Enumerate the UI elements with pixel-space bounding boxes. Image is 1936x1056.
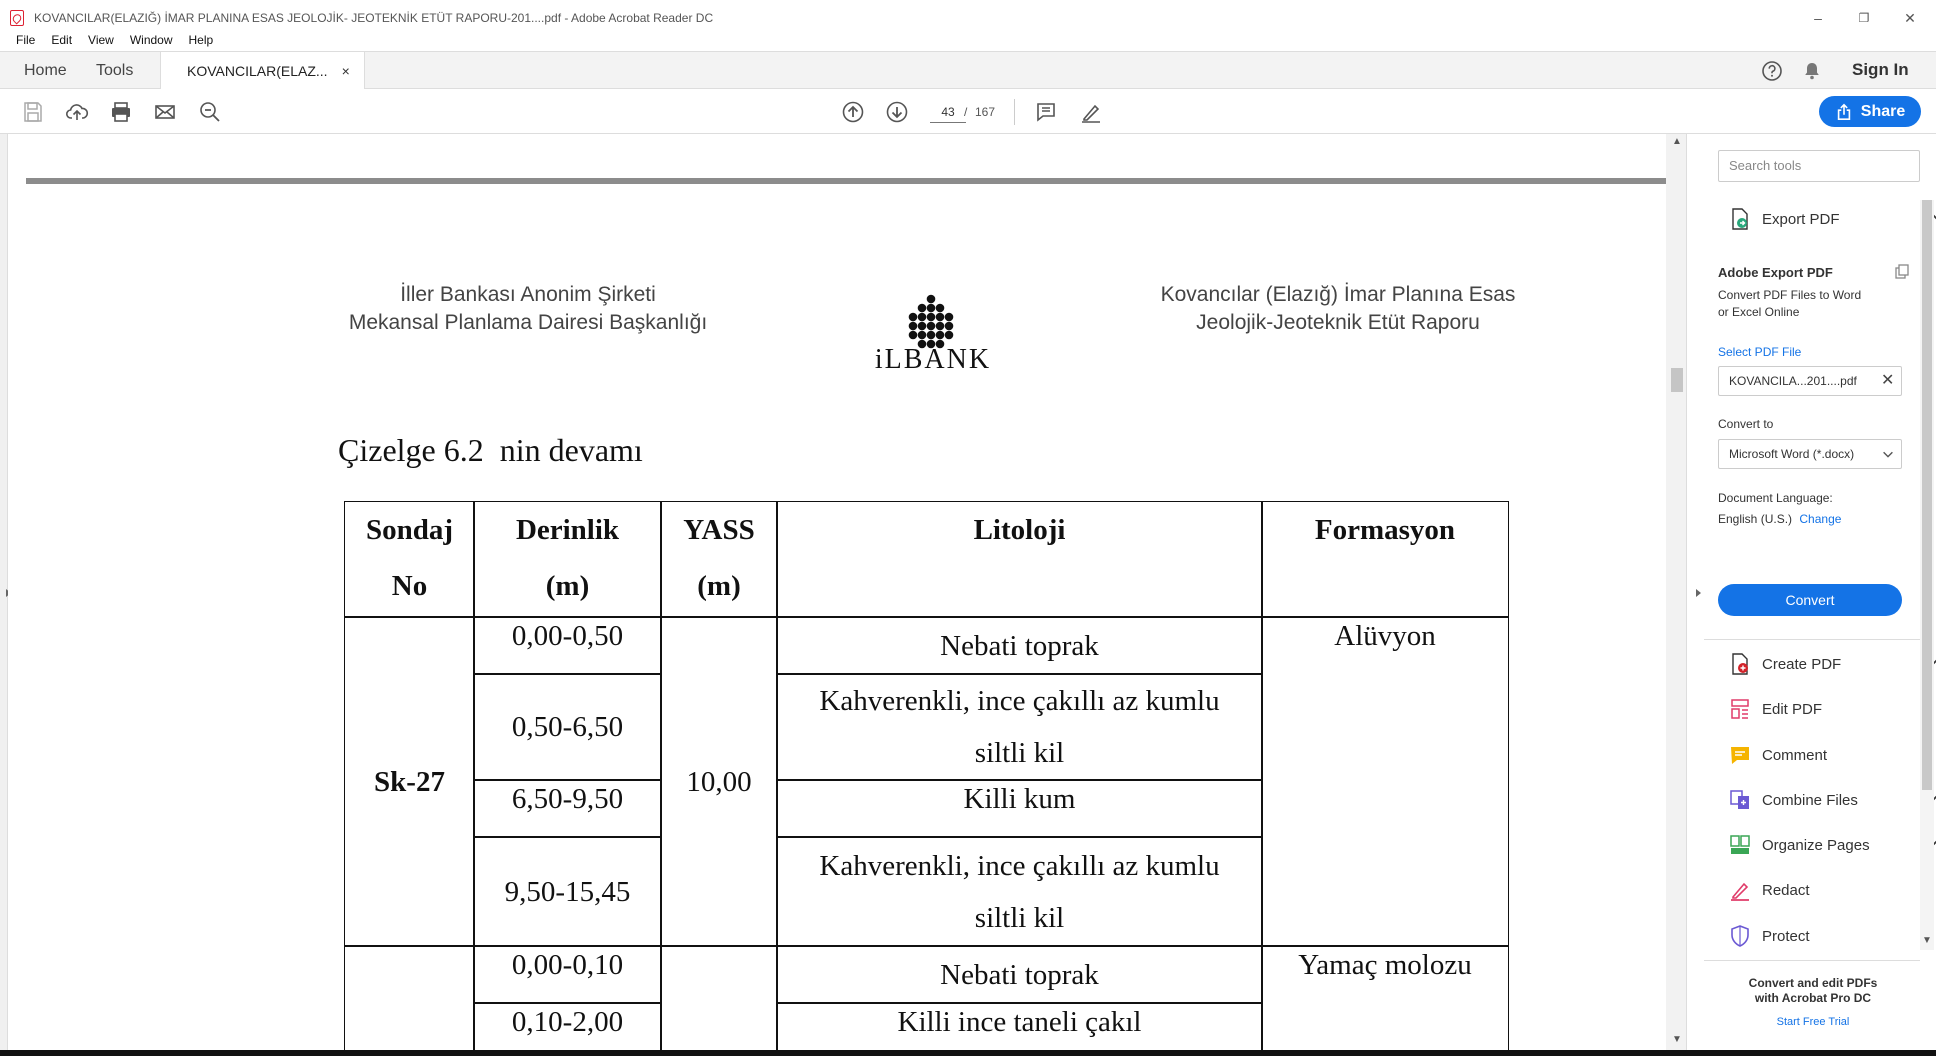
convert-to-label: Convert to xyxy=(1718,417,1774,431)
chevron-down-icon xyxy=(1881,447,1895,461)
total-pages: 167 xyxy=(975,105,996,119)
tool-edit-pdf[interactable]: Edit PDF xyxy=(1728,697,1822,721)
previous-page-icon[interactable] xyxy=(840,99,866,125)
export-pdf-label: Export PDF xyxy=(1762,210,1840,228)
menu-help[interactable]: Help xyxy=(188,33,214,47)
tool-comment[interactable]: Comment xyxy=(1728,743,1827,767)
cell-derinlik: 0,50-6,50 xyxy=(473,673,662,781)
adobe-export-desc-line2: or Excel Online xyxy=(1718,305,1800,319)
header-yass: YASS (m) xyxy=(660,501,778,618)
combine-files-icon xyxy=(1728,788,1752,812)
share-icon xyxy=(1835,103,1853,121)
tool-organize-pages[interactable]: Organize Pages xyxy=(1728,833,1870,857)
cell-litoloji: Nebati toprak xyxy=(776,616,1263,675)
tool-create-pdf[interactable]: Create PDF xyxy=(1728,652,1841,676)
tab-home[interactable]: Home xyxy=(24,61,67,79)
document-scrollbar[interactable] xyxy=(1666,134,1686,1050)
restore-button[interactable]: ❐ xyxy=(1858,11,1870,25)
tab-tools[interactable]: Tools xyxy=(96,61,134,79)
cell-sondaj-sk27: Sk-27 xyxy=(344,616,475,947)
comment-icon[interactable] xyxy=(1033,99,1059,125)
tab-bar xyxy=(0,51,1936,89)
cell-derinlik: 0,00-0,10 xyxy=(473,945,662,1004)
scroll-down-icon[interactable]: ▼ xyxy=(1672,1034,1682,1045)
share-button[interactable] xyxy=(1819,96,1921,127)
page-number-input[interactable]: 43 xyxy=(930,101,966,123)
shield-icon xyxy=(1728,924,1752,948)
menu-file[interactable]: File xyxy=(16,33,36,47)
tools-divider xyxy=(1704,639,1920,640)
menu-view[interactable]: View xyxy=(88,33,114,47)
page-separator: / xyxy=(964,105,968,119)
selected-file-name: KOVANCILA...201....pdf xyxy=(1729,374,1857,388)
cell-litoloji: Killi kum xyxy=(776,779,1263,838)
cell-litoloji: Killi ince taneli çakıl xyxy=(776,1002,1263,1050)
toolbar-divider xyxy=(1014,99,1015,125)
close-tab-icon[interactable]: × xyxy=(341,63,350,79)
cell-derinlik: 6,50-9,50 xyxy=(473,779,662,838)
convert-format-dropdown[interactable] xyxy=(1718,439,1902,469)
os-taskbar-edge xyxy=(0,1050,1936,1056)
select-pdf-file-link[interactable]: Select PDF File xyxy=(1718,345,1802,359)
zoom-out-icon[interactable] xyxy=(197,99,223,125)
tool-redact[interactable]: Redact xyxy=(1728,878,1810,902)
scrollbar-thumb[interactable] xyxy=(1671,368,1683,392)
window-title: KOVANCILAR(ELAZIĞ) İMAR PLANINA ESAS JEOLOJİK- JEOTEKNİK ETÜT RAPORU-201....pdf - Adobe Acrobat Reader DC xyxy=(34,11,714,25)
document-viewport[interactable] xyxy=(8,134,1674,1050)
tools-pane-scrollbar[interactable] xyxy=(1920,200,1934,950)
redact-icon xyxy=(1728,878,1752,902)
selected-file-field[interactable] xyxy=(1718,366,1902,396)
document-language-label: Document Language: xyxy=(1718,491,1833,505)
print-icon[interactable] xyxy=(108,99,134,125)
export-pdf-header[interactable] xyxy=(1728,207,1840,231)
adobe-export-desc-line1: Convert PDF Files to Word xyxy=(1718,288,1862,302)
header-right-line2: Jeolojik-Jeoteknik Etüt Raporu xyxy=(1196,311,1480,334)
search-tools-input[interactable]: Search tools xyxy=(1718,150,1920,182)
menu-bar xyxy=(0,30,229,50)
change-language-link[interactable]: Change xyxy=(1799,512,1842,526)
promo-divider xyxy=(1704,960,1920,961)
remove-file-icon[interactable]: ✕ xyxy=(1881,372,1895,389)
menu-window[interactable]: Window xyxy=(129,33,173,47)
minimize-button[interactable]: – xyxy=(1814,10,1822,26)
convert-format-value: Microsoft Word (*.docx) xyxy=(1729,447,1855,461)
header-litoloji: Litoloji xyxy=(776,501,1263,618)
header-formasyon: Formasyon xyxy=(1261,501,1509,618)
tools-scroll-down-icon[interactable]: ▼ xyxy=(1922,935,1932,946)
edit-pdf-icon xyxy=(1728,697,1752,721)
convert-button[interactable]: Convert xyxy=(1718,584,1902,616)
export-pdf-icon xyxy=(1728,207,1752,231)
tab-document-label: KOVANCILAR(ELAZ... xyxy=(187,63,328,79)
save-icon[interactable] xyxy=(20,99,46,125)
cloud-upload-icon[interactable] xyxy=(64,99,90,125)
cell-sondaj-group2 xyxy=(344,945,475,1050)
cell-derinlik: 0,00-0,50 xyxy=(473,616,662,675)
organize-pages-icon xyxy=(1728,833,1752,857)
main-toolbar xyxy=(0,89,1936,134)
acrobat-pro-promo: Convert and edit PDFs with Acrobat Pro DC xyxy=(1748,976,1878,1005)
highlight-pen-icon[interactable] xyxy=(1078,99,1104,125)
cell-litoloji: Nebati toprak xyxy=(776,945,1263,1004)
tool-combine-files[interactable]: Combine Files xyxy=(1728,788,1858,812)
help-icon[interactable] xyxy=(1761,60,1783,82)
tab-document[interactable] xyxy=(160,52,365,90)
email-icon[interactable] xyxy=(152,99,178,125)
document-language-row xyxy=(1718,511,1841,528)
title-bar xyxy=(0,0,1936,36)
notification-bell-icon[interactable] xyxy=(1801,60,1823,82)
language-value: English (U.S.) xyxy=(1718,512,1793,526)
cell-yass-group2 xyxy=(660,945,778,1050)
header-derinlik: Derinlik (m) xyxy=(473,501,662,618)
sign-in-link[interactable]: Sign In xyxy=(1852,60,1909,79)
adobe-export-title: Adobe Export PDF xyxy=(1718,265,1833,280)
start-free-trial-link[interactable]: Start Free Trial xyxy=(1776,1016,1850,1028)
copy-files-icon[interactable] xyxy=(1894,264,1910,280)
comment-tool-icon xyxy=(1728,743,1752,767)
cell-derinlik: 0,10-2,00 xyxy=(473,1002,662,1050)
acrobat-app-icon xyxy=(10,10,24,26)
cell-derinlik: 9,50-15,45 xyxy=(473,836,662,947)
cell-formasyon-group2: Yamaç molozu xyxy=(1261,945,1509,1050)
cell-yass-group1: 10,00 xyxy=(660,616,778,947)
ilbank-logo-text: iLBANK xyxy=(874,344,992,375)
table-caption: Çizelge 6.2 nin devamı xyxy=(338,432,643,468)
next-page-icon[interactable] xyxy=(884,99,910,125)
cell-formasyon-group1: Alüvyon xyxy=(1261,616,1509,947)
scroll-up-icon[interactable]: ▲ xyxy=(1672,136,1682,147)
cell-litoloji: Kahverenkli, ince çakıllı az kumlu siltli kil xyxy=(776,673,1263,781)
tool-protect[interactable]: Protect xyxy=(1728,924,1810,948)
cell-litoloji: Kahverenkli, ince çakıllı az kumlu siltli kil xyxy=(776,836,1263,947)
tools-pane-content xyxy=(1704,134,1920,1050)
page-top-border xyxy=(26,178,1674,184)
share-label: Share xyxy=(1860,102,1906,120)
create-pdf-icon xyxy=(1728,652,1752,676)
menu-edit[interactable]: Edit xyxy=(51,33,73,47)
header-right-line1: Kovancılar (Elazığ) İmar Planına Esas xyxy=(1160,283,1516,306)
header-sondaj: Sondaj No xyxy=(344,501,475,618)
header-left-line2: Mekansal Planlama Dairesi Başkanlığı xyxy=(348,311,708,334)
header-left-line1: İller Bankası Anonim Şirketi xyxy=(400,283,656,306)
tools-scrollbar-thumb[interactable] xyxy=(1922,200,1932,790)
close-window-button[interactable]: ✕ xyxy=(1904,9,1916,26)
